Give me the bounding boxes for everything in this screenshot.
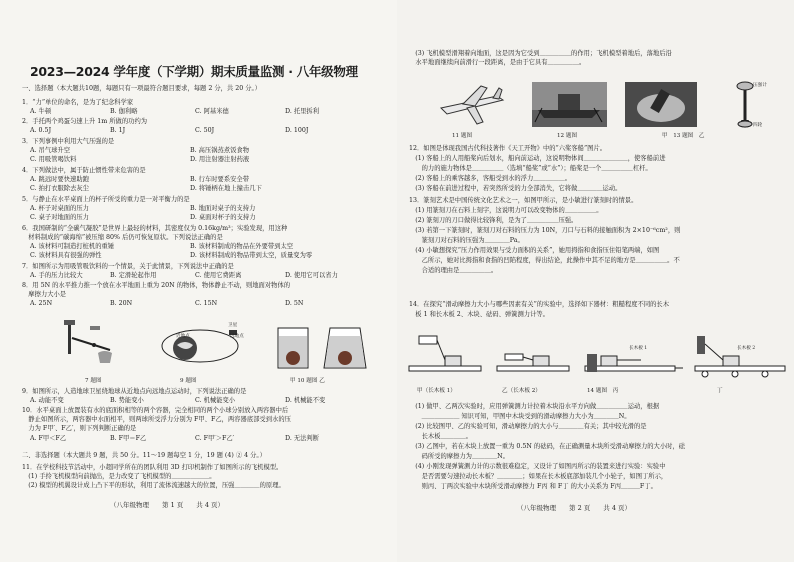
fig14-caption: 甲（长木板 1） xyxy=(417,388,456,394)
q4-option: A. 跳远时要快速助跑 xyxy=(30,176,89,183)
q2-option: B. 1J xyxy=(110,127,126,134)
q2-option: C. 50J xyxy=(195,127,215,134)
q5-option: A. 杯子对桌面的压力 xyxy=(30,205,89,212)
q11-figure-airplane xyxy=(437,82,507,127)
q4-option: B. 行车时要系安全带 xyxy=(190,176,250,183)
q5-option: D. 桌面对杯子的支持力 xyxy=(190,214,256,221)
q8-option: D. 5N xyxy=(285,300,304,307)
fig13-label: 四轮 xyxy=(753,123,763,128)
q9-option: B. 势能变小 xyxy=(110,397,144,404)
q1-option: D. 托里拆利 xyxy=(285,108,320,115)
q3-option: D. 用注射器注射药液 xyxy=(190,156,250,163)
q11-line: 11．在学校科技节活动中，小超同学所在的团队利用 3D 打印机制作了如图所示的飞机模型。 xyxy=(22,464,283,471)
q6-line: 6．我国研制的“全碳气凝胶”是世界上最轻的材料，其密度仅为 0.16kg/m³；实验发现，用这种 xyxy=(22,225,288,232)
q7-option: D. 使用它可以省力 xyxy=(285,272,338,279)
q11-cont-line: 水平地面继续向前滑行一段距离，是由于它具有＿＿＿＿＿。 xyxy=(409,59,586,66)
q8-line: 摩擦力大小是 xyxy=(22,291,67,298)
fig12-caption: 12 题图 xyxy=(557,133,578,139)
section2-header: 二、非选择题（本大题共 9 题，共 50 分。11～19 题每空 1 分，19 题 (4) ② 4 分。） xyxy=(22,452,266,459)
q9-option: C. 机械能变小 xyxy=(195,397,236,404)
fig10-caption: 甲 10 题图 乙 xyxy=(290,378,325,384)
fig13-caption: 甲 13 题图 乙 xyxy=(662,133,705,139)
q7-option: C. 使用它费距离 xyxy=(195,272,242,279)
q9-option: A. 动能不变 xyxy=(30,397,64,404)
q12-line: (1) 客船上的人用船桨向后划水，船向前运动，这说明物体间＿＿＿＿＿＿＿，使客船前进 xyxy=(409,155,666,162)
fig14-caption: 乙（长木板 2） xyxy=(502,388,541,394)
q13-line: 乙所示，她对比拇指和食指的凹陷程度，得出结论，此操作中其不足的地方是＿＿＿＿＿。不 xyxy=(409,257,680,264)
q6-option: A. 该材料可制造打桩机的重锤 xyxy=(30,243,115,250)
q14-cont-line: 码所受的摩擦力为＿＿＿＿N。 xyxy=(409,453,509,460)
section1-header: 一、选择题（本大题共10题，每题只有一项最符合题目要求，每题 2 分，共 20 分。） xyxy=(22,85,261,92)
q12-figure-boat xyxy=(532,82,607,127)
q14-cont-line: ＿＿＿＿＿＿ 知识可知，甲图中木块受到的滑动摩擦力大小为＿＿＿＿N。 xyxy=(409,413,631,420)
q13-figure-carving xyxy=(625,82,697,127)
q12-line: 12．如图是体现我国古代科技著作《天工开物》中的“六桨客船”图片。 xyxy=(409,145,607,152)
q1-option: B. 伽利略 xyxy=(110,108,138,115)
q3-option: B. 高压锅蒸煮饭食物 xyxy=(190,147,250,154)
q7-option: A. 手的压力比较大 xyxy=(30,272,83,279)
q10-figure xyxy=(272,322,372,372)
q14-cont-line: (2) 比较图甲、乙的实验可知，滑动摩擦力的大小与＿＿＿＿有关；其中较光滑的是 xyxy=(409,423,647,430)
q8-line: 8．用 5N 的水平推力推一个放在水平地面上重为 20N 的物体，物体静止不动，则地面对物体的 xyxy=(22,282,291,289)
q11-line: (1) 手拎飞机模型向前抛出，是力改变了飞机模型的＿＿＿＿＿＿。 xyxy=(22,473,216,480)
q10-line: 10．水平桌面上放置装有水的底面积相等的两个容器，完全相同的两个小球分别放入两容器中后 xyxy=(22,407,289,414)
fig9-label-apogee: 远地点 xyxy=(230,334,244,339)
q4-stem: 4．下列做法中，属于防止惯性带来危害的是 xyxy=(22,167,146,174)
fig9-label-perigee: 近地点 xyxy=(176,334,190,339)
q13-line: 合适的理由是＿＿＿＿＿。 xyxy=(409,267,498,274)
q6-option: D. 该材料制成的物品带到太空，质量变为零 xyxy=(190,252,313,259)
q14-line: 板 1 和长木板 2、木块、砝码、弹簧测力计等。 xyxy=(409,311,549,318)
q4-option: D. 将锤柄在地上撞击几下 xyxy=(190,185,262,192)
q3-option: C. 用吸管喝饮料 xyxy=(30,156,77,163)
q7-stem: 7．如图所示为用吸管吸饮料的一个情景，关于此情景，下列说法中正确的是 xyxy=(22,263,234,270)
q10-option: C. F甲′＞F乙′ xyxy=(195,435,235,442)
q6-option: B. 该材料制成的物品在外要带到太空 xyxy=(190,243,294,250)
q1-option: A. 牛顿 xyxy=(30,108,52,115)
q6-line: 材料制成的“碳海绵”被压缩 80% 后仍可恢复原状。下列说法正确的是 xyxy=(22,234,223,241)
q2-stem: 2．手托两个鸡蛋匀速上升 1m 所做的功约为 xyxy=(22,118,148,125)
q11-line: (2) 模型的机翼设计成上凸下平的形状，利用了流体流速越大的位置，压强＿＿＿＿的原理。 xyxy=(22,482,285,489)
q7-figure xyxy=(60,318,120,373)
q14-cont-line: 是否需要匀速拉动长木板？＿＿＿＿；如果在长木板底部加装几个小轮子，如图丁所示， xyxy=(409,473,668,480)
q1-option: C. 阿基米德 xyxy=(195,108,229,115)
q4-option: C. 拍打衣服除去灰尘 xyxy=(30,185,89,192)
q14-cont-line: 长木板＿＿＿＿。 xyxy=(409,433,472,440)
fig9-label-satellite: 卫星 xyxy=(228,323,238,328)
q8-option: A. 25N xyxy=(30,300,53,307)
fig13-label: 压强计 xyxy=(753,83,767,88)
q14-figure xyxy=(405,330,790,382)
q13-line: 13．篆刻艺术是中国传统文化艺术之一，如图甲所示，是小敏进行篆刻时的情景。 xyxy=(409,197,638,204)
q14-line: 14．在探究“滑动摩擦力大小与哪些因素有关”的实验中，选择如下器材：粗糙程度不同的长木 xyxy=(409,301,670,308)
page-footer: （八年级物理 第 1 页 共 4 页） xyxy=(110,501,225,509)
q5-option: C. 桌子对地面的压力 xyxy=(30,214,89,221)
q14-cont-line: (4) 小刚发现弹簧测力计的示数很难稳定，又设计了如图丙所示的装置来进行实验：实验中 xyxy=(409,463,666,470)
fig9-caption: 9 题图 xyxy=(180,378,197,384)
q14-cont-line: (1) 做甲、乙两次实验时，应用弹簧测力计拉着木块沿水平方向做＿＿＿＿＿运动，根据 xyxy=(409,403,660,410)
q13-line: (3) 若第一下篆刻时，篆刻刀对石料的压力为 10N，刀口与石料的接触面积为 2×10⁻⁶cm²，则 xyxy=(409,227,681,234)
q10-option: D. 无法判断 xyxy=(285,435,320,442)
page-2 xyxy=(397,0,794,562)
q9-option: D. 机械能不变 xyxy=(285,397,326,404)
q8-option: C. 15N xyxy=(195,300,218,307)
q10-line: 力为 F甲′、F乙′，则下列判断正确的是 xyxy=(22,425,137,432)
q14-cont-line: 则丙、丁两次实验中木块所受滑动摩擦力 F丙 和 F丁 的大小关系为 F丙＿＿＿F丁。 xyxy=(409,483,657,490)
q11-cont-line: (3) 飞机模型滑翔着向地面，这是因为它受到＿＿＿＿＿的作用；飞机模型着地后，落地后沿 xyxy=(409,50,672,57)
q5-option: B. 地面对桌子的支持力 xyxy=(190,205,256,212)
q2-option: D. 100J xyxy=(285,127,309,134)
fig11-caption: 11 题图 xyxy=(452,133,473,139)
q13-line: (2) 篆刻刀的刀口做得比较锋利，是为了＿＿＿＿＿压强。 xyxy=(409,217,578,224)
q13-line: 篆刻刀对石料的压强为＿＿＿＿Pa。 xyxy=(409,237,524,244)
q3-option: A. 吊气球升空 xyxy=(30,147,71,154)
fig14-label: 长木板 2 xyxy=(737,346,756,351)
q5-stem: 5．与静止在水平桌面上的杯子所受的重力是一对平衡力的是 xyxy=(22,196,190,203)
q10-option: A. F甲＜F乙 xyxy=(30,435,67,442)
q2-option: A. 0.5J xyxy=(30,127,52,134)
q12-line: (3) 客船在前进过程中，若突然所受的力全部消失，它将做＿＿＿＿运动。 xyxy=(409,185,622,192)
q10-option: B. F甲＝F乙 xyxy=(110,435,147,442)
q7-option: B. 定滑轮起作用 xyxy=(110,272,157,279)
fig14-label: 长木板 1 xyxy=(629,346,648,351)
q1-stem: 1．“力”单位的命名，是为了纪念科学家 xyxy=(22,99,134,106)
fig7-caption: 7 题图 xyxy=(85,378,102,384)
page-footer: （八年级物理 第 2 页 共 4 页） xyxy=(517,504,632,512)
q12-line: 的力的施力物体是＿＿＿＿＿（选填“船桨”或“水”）；船桨是一个＿＿＿＿＿杠杆。 xyxy=(409,165,652,172)
q9-stem: 9．如图所示，人造地球卫星绕地球从近地点向远地点运动时，下列说法正确的是 xyxy=(22,388,247,395)
q12-line: (2) 客船上的乘客越多，客船受到水的浮力＿＿＿＿＿。 xyxy=(409,175,572,182)
fig14-caption: 14 题图 丙 xyxy=(587,388,619,394)
q10-line: 静止如图所示，两容器中水面相平，则两球所受浮力分别为 F甲、F乙，两容器底部受到水的压 xyxy=(22,416,291,423)
q3-stem: 3．下列事例中利用大气压强的是 xyxy=(22,138,115,145)
q14-cont-line: (3) 乙图中，若在木块上放置一重为 0.5N 的砝码，在正确测量木块所受滑动摩擦力的大小时，砝 xyxy=(409,443,686,450)
q8-option: B. 20N xyxy=(110,300,133,307)
q6-option: C. 该材料具有很强的弹性 xyxy=(30,252,102,259)
exam-title: 2023—2024 学年度（下学期）期末质量监测 · 八年级物理 xyxy=(30,64,358,79)
q13-line: (1) 用篆刻刀在石料上刻字，这说明力可以改变物体的＿＿＿＿＿。 xyxy=(409,207,603,214)
fig14-caption: 丁 xyxy=(717,388,723,394)
q13-line: (4) 小敏想探究“压力作用效果与受力面积的关系”，她用拇指和食指压住铅笔两端，如图 xyxy=(409,247,660,254)
